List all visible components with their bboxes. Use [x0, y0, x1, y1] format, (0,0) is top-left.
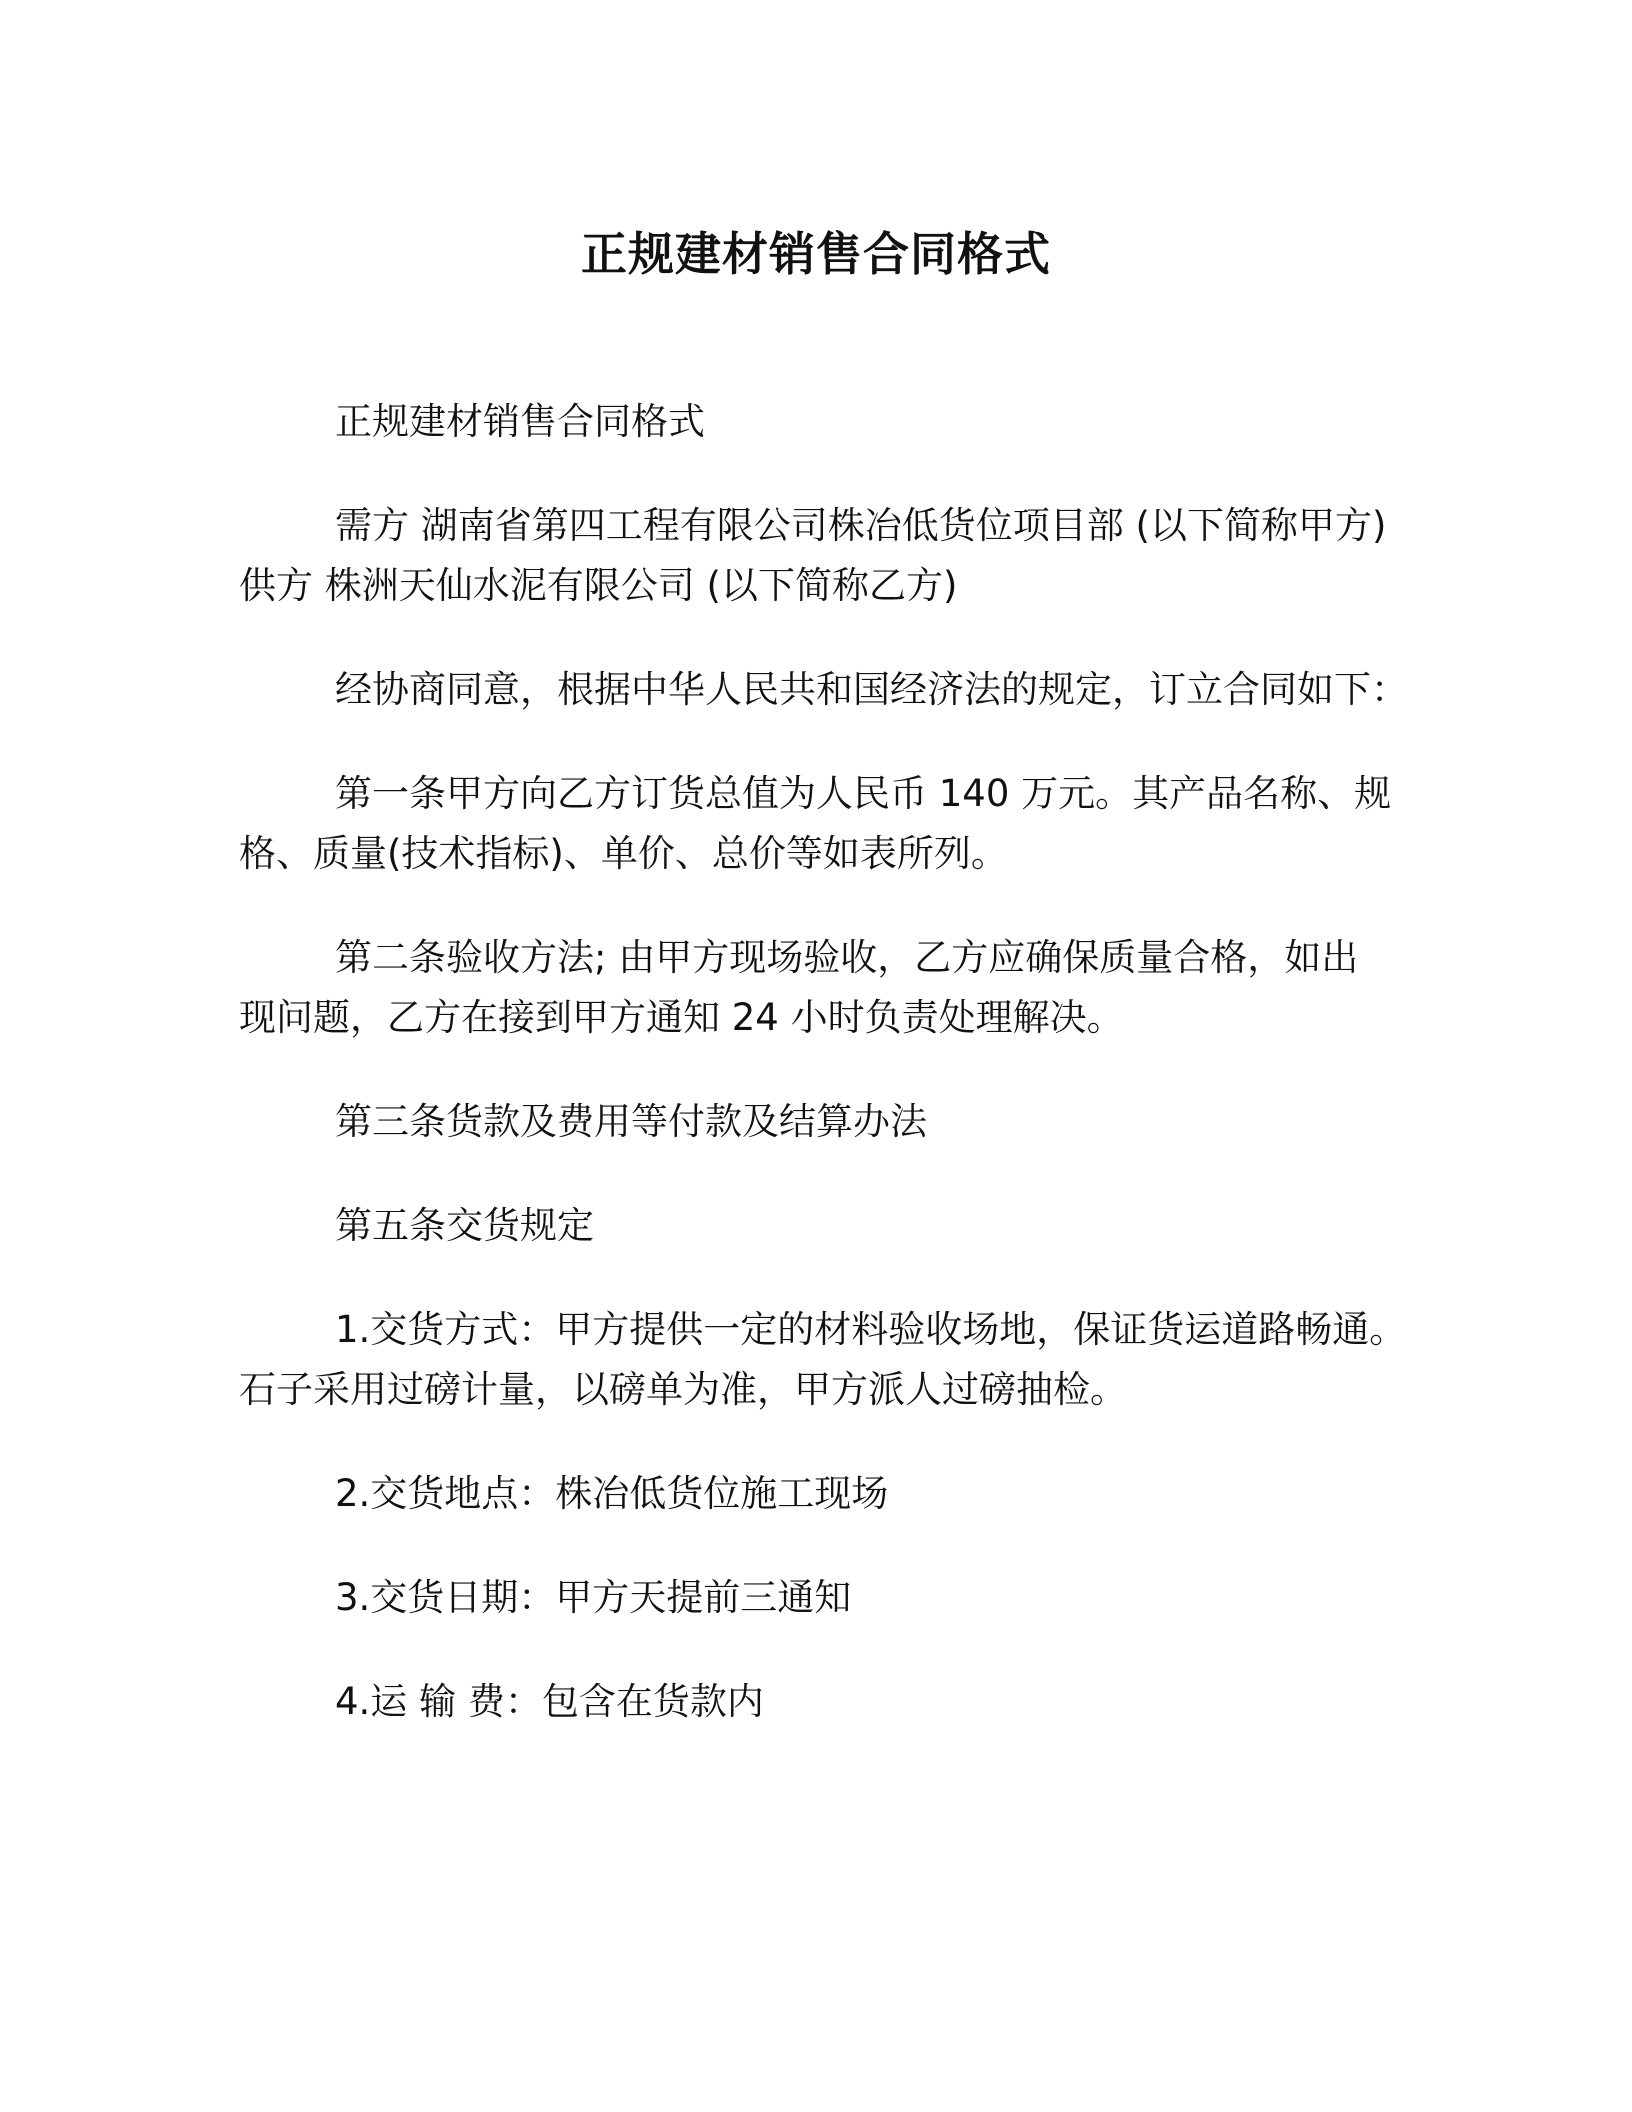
- paragraph-article-1: [239, 764, 1399, 884]
- paragraph-delivery-place: [239, 1464, 1399, 1524]
- document-body: [239, 392, 1408, 1732]
- paragraph-line: 4.运 输 费：包含在货款内: [335, 1680, 764, 1723]
- paragraph-article-5: [239, 1196, 1399, 1256]
- paragraph-line: 现问题，乙方在接到甲方通知 24 小时负责处理解决。: [239, 996, 1124, 1039]
- paragraph-line: 供方 株洲天仙水泥有限公司 (以下简称乙方): [239, 564, 958, 607]
- paragraph-parties: [239, 496, 1399, 616]
- paragraph-line: 第一条甲方向乙方订货总值为人民币 140 万元。其产品名称、规: [335, 772, 1392, 815]
- paragraph-line: 第五条交货规定: [335, 1204, 594, 1247]
- document-title: 正规建材销售合同格式: [581, 227, 1051, 281]
- paragraph-line: 经协商同意，根据中华人民共和国经济法的规定，订立合同如下：: [335, 668, 1408, 711]
- paragraph-line: 1.交货方式：甲方提供一定的材料验收场地，保证货运道路畅通。: [335, 1308, 1407, 1351]
- paragraph-heading: [239, 392, 1399, 452]
- paragraph-article-2: [239, 928, 1399, 1048]
- paragraph-agreement: [239, 660, 1408, 720]
- paragraph-line: 3.交货日期：甲方天提前三通知: [335, 1576, 852, 1619]
- paragraph-line: 2.交货地点：株冶低货位施工现场: [335, 1472, 889, 1515]
- paragraph-line: 正规建材销售合同格式: [335, 400, 705, 443]
- paragraph-line: 格、质量(技术指标)、单价、总价等如表所列。: [239, 832, 1008, 875]
- paragraph-line: 石子采用过磅计量，以磅单为准，甲方派人过磅抽检。: [239, 1368, 1127, 1411]
- paragraph-line: 第二条验收方法; 由甲方现场验收，乙方应确保质量合格，如出: [335, 936, 1359, 979]
- paragraph-delivery-date: [239, 1568, 1399, 1628]
- paragraph-delivery-method: [239, 1300, 1407, 1420]
- paragraph-line: 第三条货款及费用等付款及结算办法: [335, 1100, 927, 1143]
- paragraph-line: 需方 湖南省第四工程有限公司株冶低货位项目部 (以下简称甲方): [335, 504, 1387, 547]
- paragraph-freight: [239, 1672, 1399, 1732]
- paragraph-article-3: [239, 1092, 1399, 1152]
